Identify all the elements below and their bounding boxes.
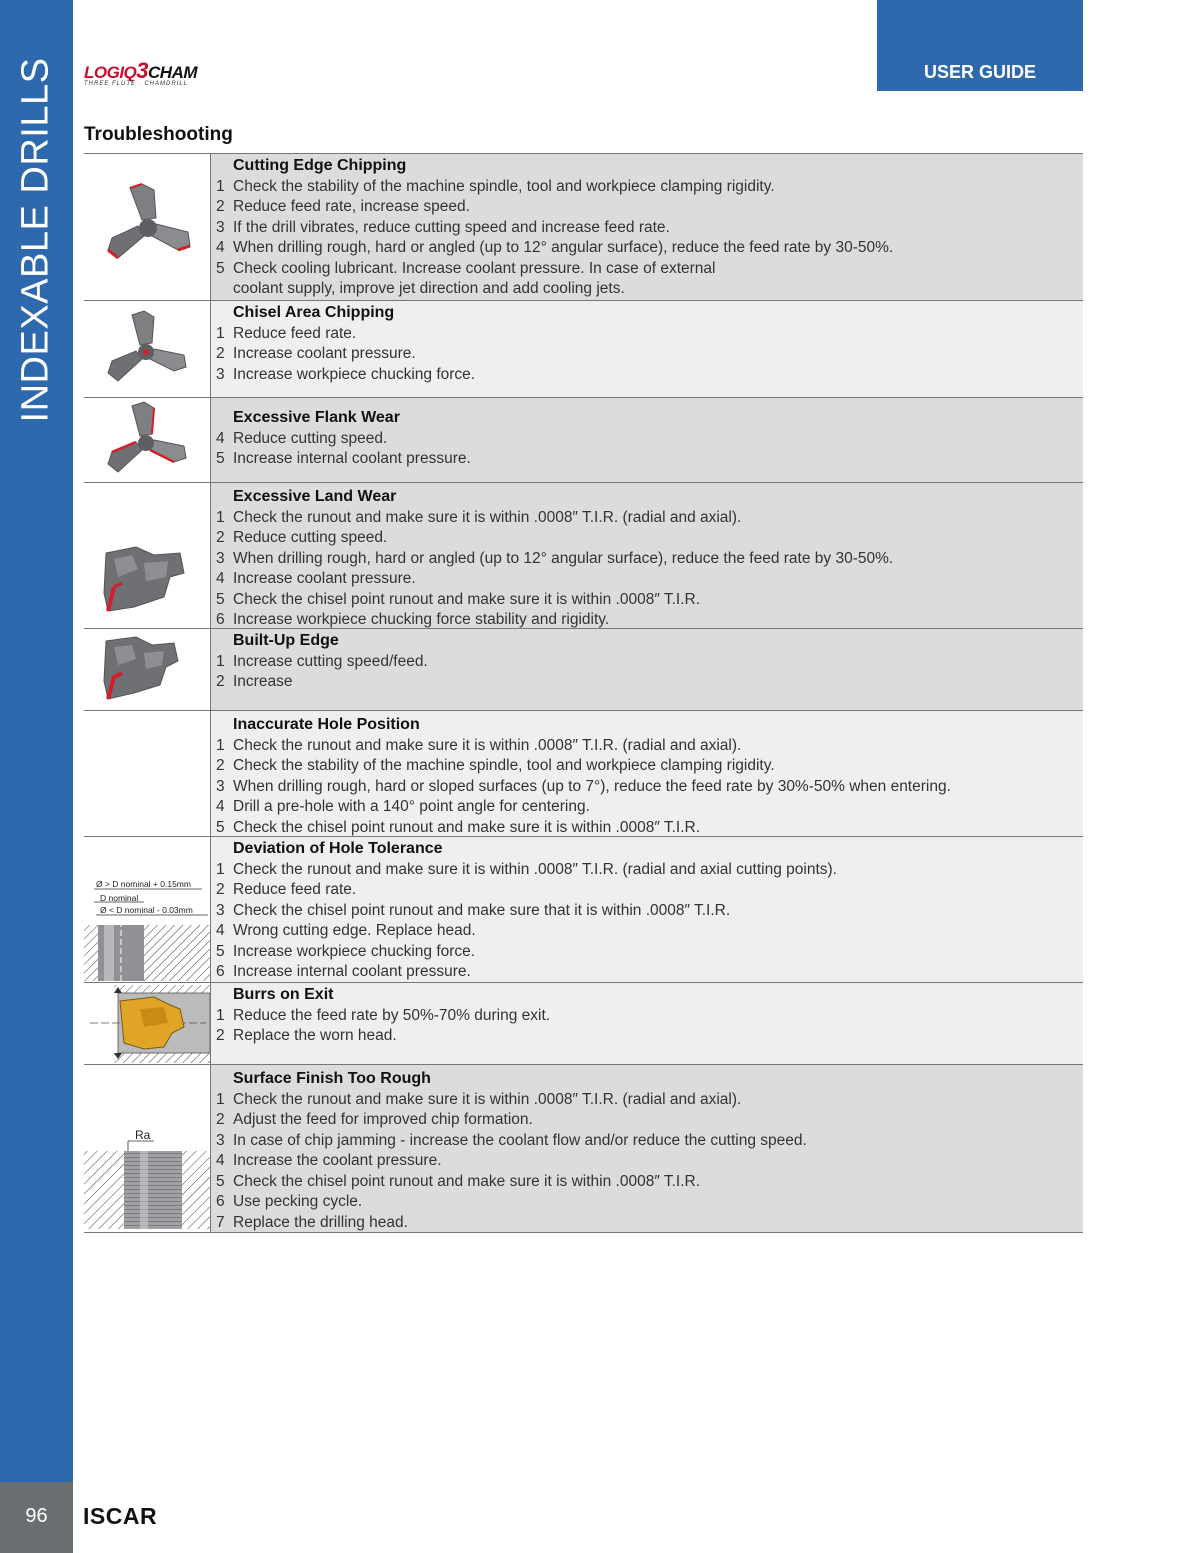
drill-head-built-up-edge-icon: [84, 629, 210, 711]
list-item: [216, 610, 1083, 631]
item-text: Increase workpiece chucking force stability and rigidity.: [233, 611, 610, 629]
drill-head-land-wear-icon: [84, 483, 210, 629]
row-title: Built-Up Edge: [233, 632, 339, 649]
item-text: Increase workpiece chucking force.: [233, 942, 476, 960]
item-text: Check the stability of the machine spindle, tool and workpiece clamping rigidity.: [233, 757, 775, 775]
roughness-label: Ra: [135, 1128, 151, 1142]
list-item: [216, 569, 1083, 590]
logo-subtitle: THREE FLUTE · CHAMDRILL: [84, 81, 189, 87]
item-text: If the drill vibrates, reduce cutting speed and increase feed rate.: [233, 218, 670, 236]
item-text: Increase internal coolant pressure.: [233, 963, 471, 981]
row-text-cell: [210, 154, 1083, 300]
row-image-cell: [84, 1065, 210, 1232]
row-text-cell: [210, 983, 1083, 1064]
item-text: When drilling rough, hard or angled (up to 12° angular surface), reduce the feed rate by 30-50%.: [233, 239, 894, 257]
list-item: [216, 962, 1083, 983]
tolerance-nominal-label: D nominal: [100, 893, 139, 903]
list-item: [216, 365, 1083, 386]
list-item: [216, 177, 1083, 198]
row-text-cell: [210, 1065, 1083, 1232]
row-image-cell: [84, 483, 210, 628]
item-number: 2: [216, 1027, 225, 1045]
list-item: [216, 1131, 1083, 1152]
item-number: 5: [216, 590, 225, 608]
item-text: Check the runout and make sure it is within .0008″ T.I.R. (radial and axial).: [233, 736, 742, 754]
item-number: 1: [216, 652, 225, 670]
item-text: Increase cutting speed/feed.: [233, 652, 428, 670]
item-number: 4: [216, 239, 225, 257]
list-item: [216, 197, 1083, 218]
section-title: Troubleshooting: [84, 124, 233, 145]
row-title: Surface Finish Too Rough: [233, 1070, 431, 1087]
list-item: [216, 590, 1083, 611]
item-number: 4: [216, 798, 225, 816]
item-text: Check the chisel point runout and make sure that it is within .0008″ T.I.R.: [233, 901, 731, 919]
tolerance-lower-label: Ø < D nominal - 0.03mm: [100, 905, 193, 915]
item-number: 7: [216, 1214, 225, 1232]
list-item: [216, 549, 1083, 570]
item-text: When drilling rough, hard or sloped surfaces (up to 7°), reduce the feed rate by 30%-50% when entering.: [233, 777, 951, 795]
item-number: 6: [216, 1193, 225, 1211]
list-item: [216, 652, 1083, 673]
row-image-cell: [84, 154, 210, 300]
list-item: [216, 1151, 1083, 1172]
item-text: Drill a pre-hole with a 140° point angle for centering.: [233, 798, 590, 816]
list-item: [216, 344, 1083, 365]
list-item: [216, 449, 1083, 470]
list-item: [216, 756, 1083, 777]
row-text-cell: [210, 629, 1083, 710]
rough-bore-highlight: [140, 1151, 148, 1229]
table-row: [84, 983, 1083, 1065]
list-item: [216, 429, 1083, 450]
rough-bore-surface: [124, 1151, 182, 1229]
item-number: 5: [216, 450, 225, 468]
drill-head-cutting-edge-icon: [84, 154, 210, 300]
item-text: Increase the coolant pressure.: [233, 1152, 442, 1170]
item-number: 2: [216, 345, 225, 363]
list-item: [216, 324, 1083, 345]
tolerance-upper-label: Ø > D nominal + 0.15mm: [96, 879, 191, 889]
user-guide-label: USER GUIDE: [923, 62, 1037, 82]
item-number: 2: [216, 529, 225, 547]
item-number: 5: [216, 942, 225, 960]
row-title: Inaccurate Hole Position: [233, 716, 420, 733]
item-text: Reduce feed rate, increase speed.: [233, 198, 470, 216]
item-number: 1: [216, 1090, 225, 1108]
row-title: Cutting Edge Chipping: [233, 157, 407, 174]
list-item: [216, 672, 1083, 693]
list-item: [216, 528, 1083, 549]
list-item: [216, 1192, 1083, 1213]
item-text: Use pecking cycle.: [233, 1193, 363, 1211]
item-text: Reduce feed rate.: [233, 324, 357, 342]
troubleshooting-table: [84, 153, 1083, 1232]
row-title: Deviation of Hole Tolerance: [233, 840, 443, 857]
row-image-cell: [84, 629, 210, 710]
table-row: [84, 629, 1083, 711]
table-row: [84, 301, 1083, 398]
item-number: 2: [216, 757, 225, 775]
item-number: 2: [216, 673, 225, 691]
logo-part-cham: CHAM: [148, 63, 198, 82]
item-number: 4: [216, 922, 225, 940]
list-item: [216, 942, 1083, 963]
item-text: Increase coolant pressure.: [233, 570, 416, 588]
item-text: Check cooling lubricant. Increase coolant pressure. In case of external: [233, 259, 716, 277]
list-item: [216, 508, 1083, 529]
table-row: [84, 1065, 1083, 1233]
item-number: 2: [216, 881, 225, 899]
workpiece-hatch-right: [144, 925, 210, 981]
surface-roughness-diagram: [84, 1065, 210, 1233]
list-item: [216, 218, 1083, 239]
list-item: [216, 238, 1083, 259]
item-number: 6: [216, 611, 225, 629]
list-item: [216, 921, 1083, 942]
item-number: 3: [216, 218, 225, 236]
list-item: [216, 1090, 1083, 1111]
workpiece-hatch-left: [84, 1151, 124, 1229]
item-text: Check the chisel point runout and make sure it is within .0008″ T.I.R.: [233, 818, 700, 836]
row-image-cell: [84, 983, 210, 1064]
row-text-cell: [210, 398, 1083, 482]
item-text: Reduce feed rate.: [233, 881, 357, 899]
list-item: [216, 818, 1083, 839]
item-text: When drilling rough, hard or angled (up to 12° angular surface), reduce the feed rate by 30-50%.: [233, 549, 894, 567]
item-text: Reduce cutting speed.: [233, 429, 388, 447]
list-item: [216, 777, 1083, 798]
workpiece-hatch-right: [182, 1151, 210, 1229]
item-number: 2: [216, 1111, 225, 1129]
item-number: 3: [216, 777, 225, 795]
item-number: 1: [216, 860, 225, 878]
item-number: 2: [216, 198, 225, 216]
item-text: Check the stability of the machine spindle, tool and workpiece clamping rigidity.: [233, 177, 775, 195]
list-item-continuation: coolant supply, improve jet direction and add cooling jets.: [233, 280, 625, 298]
burrs-on-exit-diagram: [84, 983, 210, 1065]
row-image-cell: [84, 301, 210, 397]
row-image-cell: [84, 711, 210, 836]
item-text: Replace the worn head.: [233, 1027, 397, 1045]
item-number: 3: [216, 1131, 225, 1149]
hole-bore-highlight: [104, 925, 114, 981]
list-item: [216, 797, 1083, 818]
item-number: 1: [216, 736, 225, 754]
list-item: [216, 259, 1083, 280]
item-number: 6: [216, 963, 225, 981]
row-image-cell: [84, 837, 210, 982]
item-text: Check the runout and make sure it is within .0008″ T.I.R. (radial and axial cutting points).: [233, 860, 837, 878]
row-title: Excessive Flank Wear: [233, 409, 400, 426]
item-number: 3: [216, 365, 225, 383]
workpiece-bottom-hatch: [114, 1053, 210, 1063]
item-number: 4: [216, 1152, 225, 1170]
table-row: [84, 398, 1083, 483]
item-text: Increase internal coolant pressure.: [233, 450, 471, 468]
table-row: [84, 837, 1083, 983]
row-text-cell: [210, 483, 1083, 628]
item-text: In case of chip jamming - increase the coolant flow and/or reduce the cutting speed.: [233, 1131, 807, 1149]
list-item: [216, 1026, 1083, 1047]
side-banner-label: INDEXABLE DRILLS: [14, 57, 57, 423]
item-number: 4: [216, 429, 225, 447]
side-banner-label-wrap: [0, 0, 73, 423]
row-title: Burrs on Exit: [233, 986, 334, 1003]
item-text: Check the runout and make sure it is within .0008″ T.I.R. (radial and axial).: [233, 1090, 742, 1108]
item-text: Reduce cutting speed.: [233, 529, 388, 547]
drill-head-flank-wear-icon: [84, 398, 210, 482]
item-number: 5: [216, 259, 225, 277]
item-number: 1: [216, 324, 225, 342]
workpiece-hatch-left: [84, 925, 98, 981]
workpiece-top-hatch: [114, 985, 210, 993]
table-row: [84, 483, 1083, 629]
list-item: [216, 1213, 1083, 1234]
item-number: 3: [216, 901, 225, 919]
row-text-cell: [210, 711, 1083, 836]
list-item: [216, 1172, 1083, 1193]
item-number: 5: [216, 818, 225, 836]
row-title: Excessive Land Wear: [233, 488, 397, 505]
logo-part-logiq: LOGIQ: [84, 63, 137, 82]
item-number: 4: [216, 570, 225, 588]
list-item: [216, 901, 1083, 922]
item-text: Check the runout and make sure it is within .0008″ T.I.R. (radial and axial).: [233, 508, 742, 526]
item-text: Increase: [233, 673, 293, 691]
item-number: 3: [216, 549, 225, 567]
item-number: 1: [216, 177, 225, 195]
item-text: Increase coolant pressure.: [233, 345, 416, 363]
item-number: 1: [216, 1006, 225, 1024]
page-number: 96: [25, 1505, 48, 1527]
list-item: [216, 880, 1083, 901]
item-number: 5: [216, 1172, 225, 1190]
row-image-cell: [84, 398, 210, 482]
item-text: Replace the drilling head.: [233, 1214, 408, 1232]
item-text: Check the chisel point runout and make sure it is within .0008″ T.I.R.: [233, 590, 700, 608]
list-item: [216, 860, 1083, 881]
list-item: [216, 736, 1083, 757]
logo-part-three: 3: [136, 58, 149, 83]
item-number: 1: [216, 508, 225, 526]
list-item: [216, 1006, 1083, 1027]
item-text: Adjust the feed for improved chip formation.: [233, 1111, 533, 1129]
footer-brand: ISCAR: [83, 1503, 158, 1529]
list-item: [216, 1110, 1083, 1131]
item-text: Reduce the feed rate by 50%-70% during exit.: [233, 1006, 551, 1024]
row-text-cell: [210, 301, 1083, 397]
table-row: [84, 711, 1083, 837]
logiq3cham-logo: [84, 58, 234, 88]
row-text-cell: [210, 837, 1083, 982]
hole-tolerance-diagram: [84, 837, 210, 983]
item-text: Wrong cutting edge. Replace head.: [233, 922, 476, 940]
drill-head-chisel-icon: [84, 301, 210, 397]
table-row: [84, 154, 1083, 301]
item-text: Increase workpiece chucking force.: [233, 365, 476, 383]
item-text: Check the chisel point runout and make sure it is within .0008″ T.I.R.: [233, 1172, 700, 1190]
row-title: Chisel Area Chipping: [233, 304, 395, 321]
